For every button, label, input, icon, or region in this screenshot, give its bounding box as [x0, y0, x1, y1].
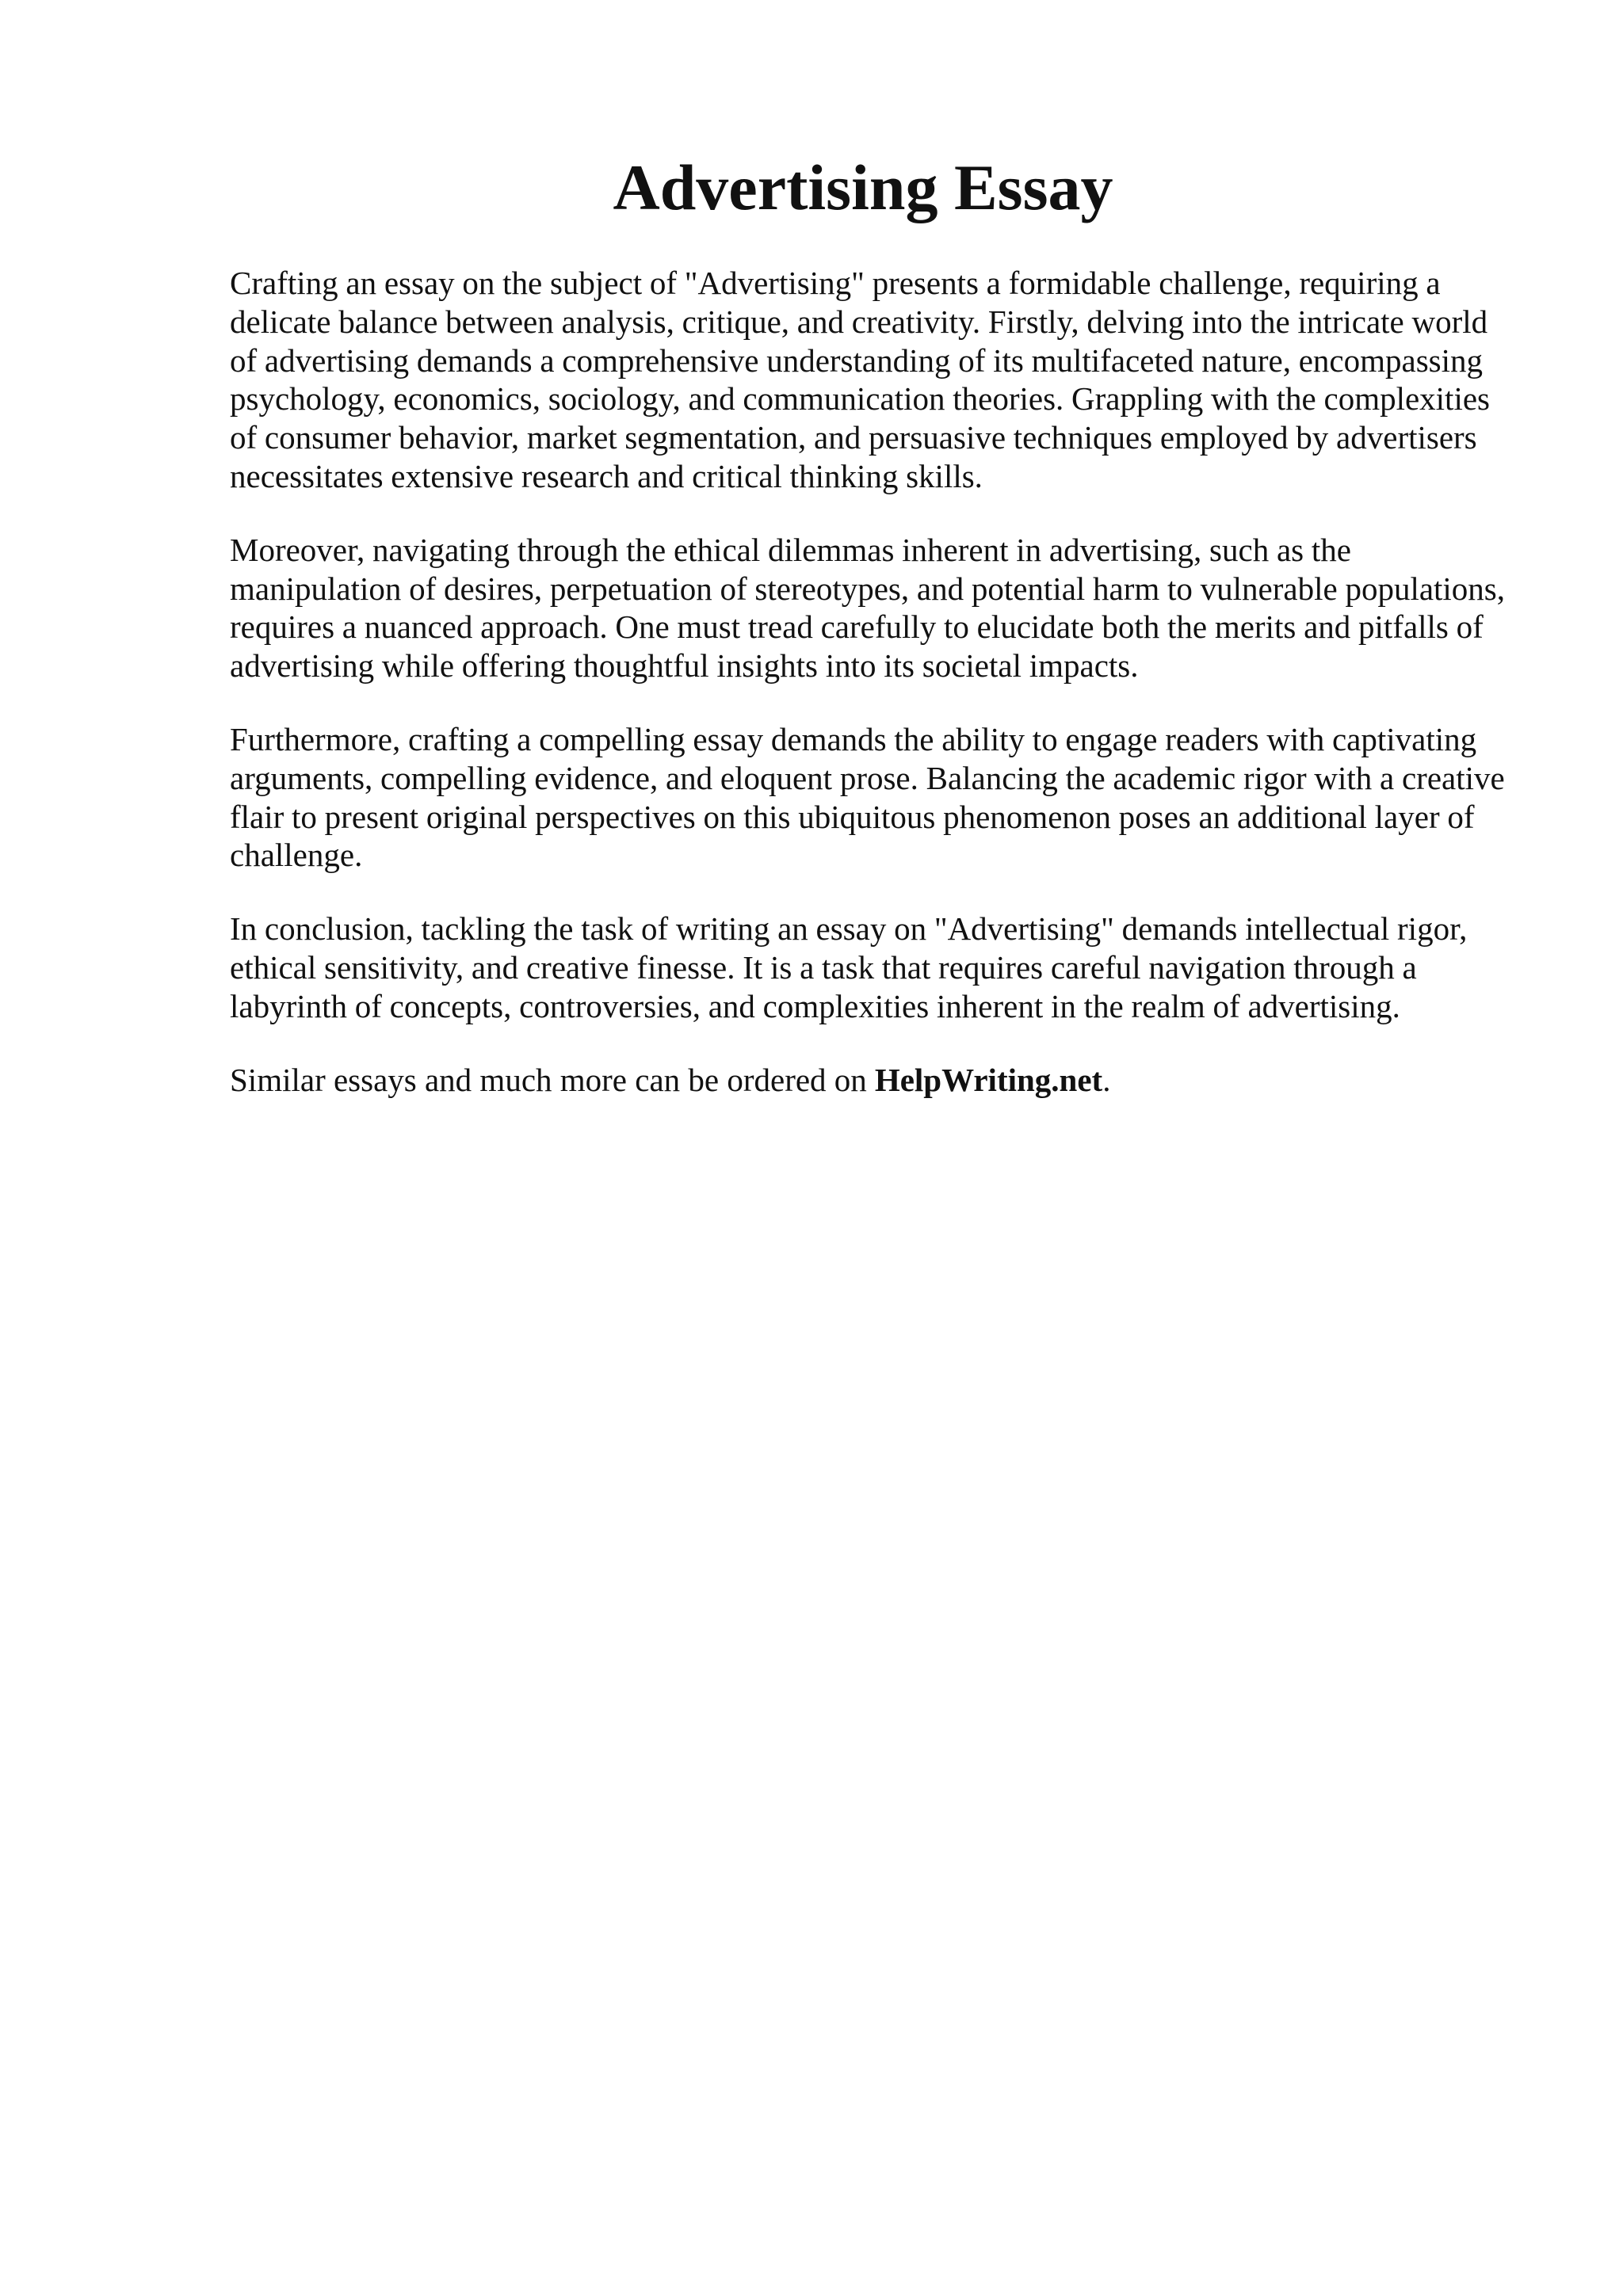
paragraph-2: Moreover, navigating through the ethical dilemmas inherent in advertising, such as the manipulation of desires, perpetuation of stereotypes, and potential harm to vulnerable populations, requires a nuanced approach. One must tread carefully to elucidate both the merits and pitfalls of advertising while offering thoughtful insights into its societal impacts. [230, 531, 1506, 685]
essay-body [230, 264, 1514, 1099]
closing-period: . [1102, 1061, 1111, 1098]
closing-line [230, 1061, 1514, 1100]
paragraph-4: In conclusion, tackling the task of writing an essay on "Advertising" demands intellectual rigor, ethical sensitivity, and creative finesse. It is a task that requires careful navigation through a labyrinth of concepts, controversies, and complexities inherent in the realm of advertising. [230, 910, 1468, 1024]
paragraph-3: Furthermore, crafting a compelling essay demands the ability to engage readers with captivating arguments, compelling evidence, and eloquent prose. Balancing the academic rigor with a creative flair to present original perspectives on this ubiquitous phenomenon poses an additional layer of challenge. [230, 720, 1505, 874]
closing-text: Similar essays and much more can be ordered on [230, 1061, 867, 1098]
page-title: Advertising Essay [613, 151, 1113, 223]
paragraph-1: Crafting an essay on the subject of "Advertising" presents a formidable challenge, requiring a delicate balance between analysis, critique, and creativity. Firstly, delving into the intricate world of advertising demands a comprehensive understanding of its multifaceted nature, encompassing psychology, economics, sociology, and communication theories. Grappling with the complexities of consumer behavior, market segmentation, and persuasive techniques employed by advertisers necessitates extensive research and critical thinking skills. [230, 265, 1490, 494]
helpwriting-link[interactable]: HelpWriting.net [874, 1061, 1103, 1098]
